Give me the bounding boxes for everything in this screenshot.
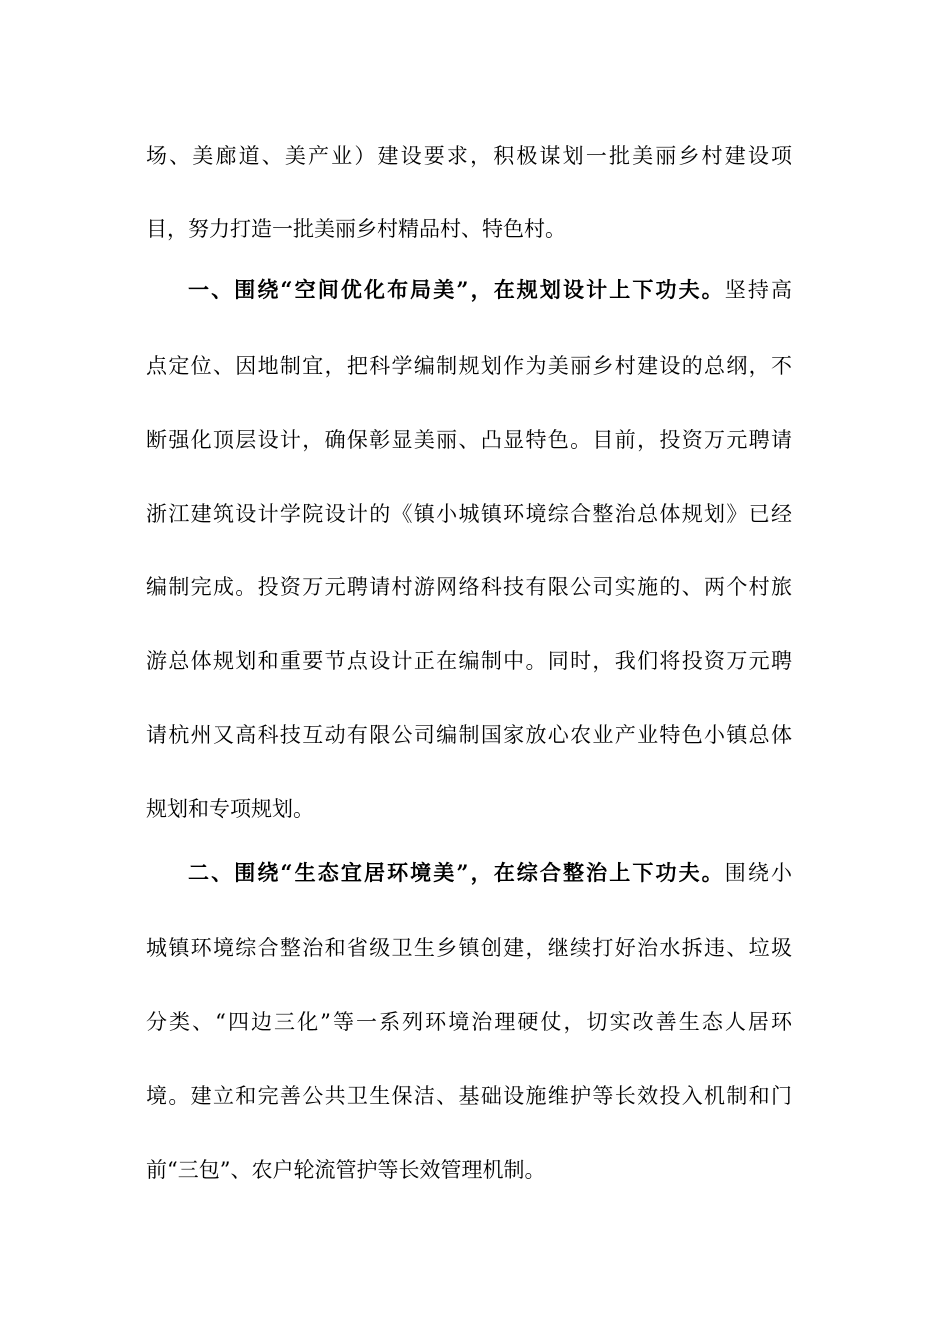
line-text: 请杭州又高科技互动有限公司编制国家放心农业产业特色小镇总体	[146, 723, 792, 747]
line-text: 浙江建筑设计学院设计的《镇小城镇环境综合整治总体规划》已经	[146, 502, 792, 526]
line-text: 场、美廊道、美产业）建设要求，积极谋划一批美丽乡村建设项	[146, 144, 792, 168]
text-line-5	[146, 420, 792, 460]
line-text: 游总体规划和重要节点设计正在编制中。同时，我们将投资万元聘	[146, 649, 792, 673]
text-line-15	[146, 1150, 792, 1190]
text-line-10	[146, 789, 792, 829]
line-text: 目，努力打造一批美丽乡村精品村、特色村。	[146, 217, 566, 241]
section-heading-text: 二、围绕“生态宜居环境美”，在综合整治上下功夫。	[188, 860, 725, 885]
text-line-1	[146, 136, 792, 176]
section-heading-2	[188, 853, 792, 893]
text-line-12	[146, 928, 792, 968]
line-text: 点定位、因地制宜，把科学编制规划作为美丽乡村建设的总纲，不	[146, 354, 792, 378]
line-text: 城镇环境综合整治和省级卫生乡镇创建，继续打好治水拆违、垃圾	[146, 936, 792, 960]
text-line-4	[146, 346, 792, 386]
line-text: 围绕小	[724, 861, 792, 885]
text-line-2	[146, 209, 792, 249]
section-heading-1	[188, 270, 792, 310]
text-line-6	[146, 494, 792, 534]
text-line-14	[146, 1076, 792, 1116]
line-text: 分类、“四边三化”等一系列环境治理硬仗，切实改善生态人居环	[146, 1010, 792, 1034]
line-text: 境。建立和完善公共卫生保洁、基础设施维护等长效投入机制和门	[146, 1084, 792, 1108]
line-text: 编制完成。投资万元聘请村游网络科技有限公司实施的、两个村旅	[146, 575, 792, 599]
text-line-7	[146, 567, 792, 607]
text-line-9	[146, 715, 792, 755]
line-text: 规划和专项规划。	[146, 797, 314, 821]
line-text: 坚持高	[724, 278, 792, 302]
line-text: 前“三包”、农户轮流管护等长效管理机制。	[146, 1158, 546, 1182]
text-line-13	[146, 1002, 792, 1042]
text-line-8	[146, 641, 792, 681]
line-text: 断强化顶层设计，确保彰显美丽、凸显特色。目前，投资万元聘请	[146, 428, 792, 452]
section-heading-text: 一、围绕“空间优化布局美”，在规划设计上下功夫。	[188, 277, 725, 302]
